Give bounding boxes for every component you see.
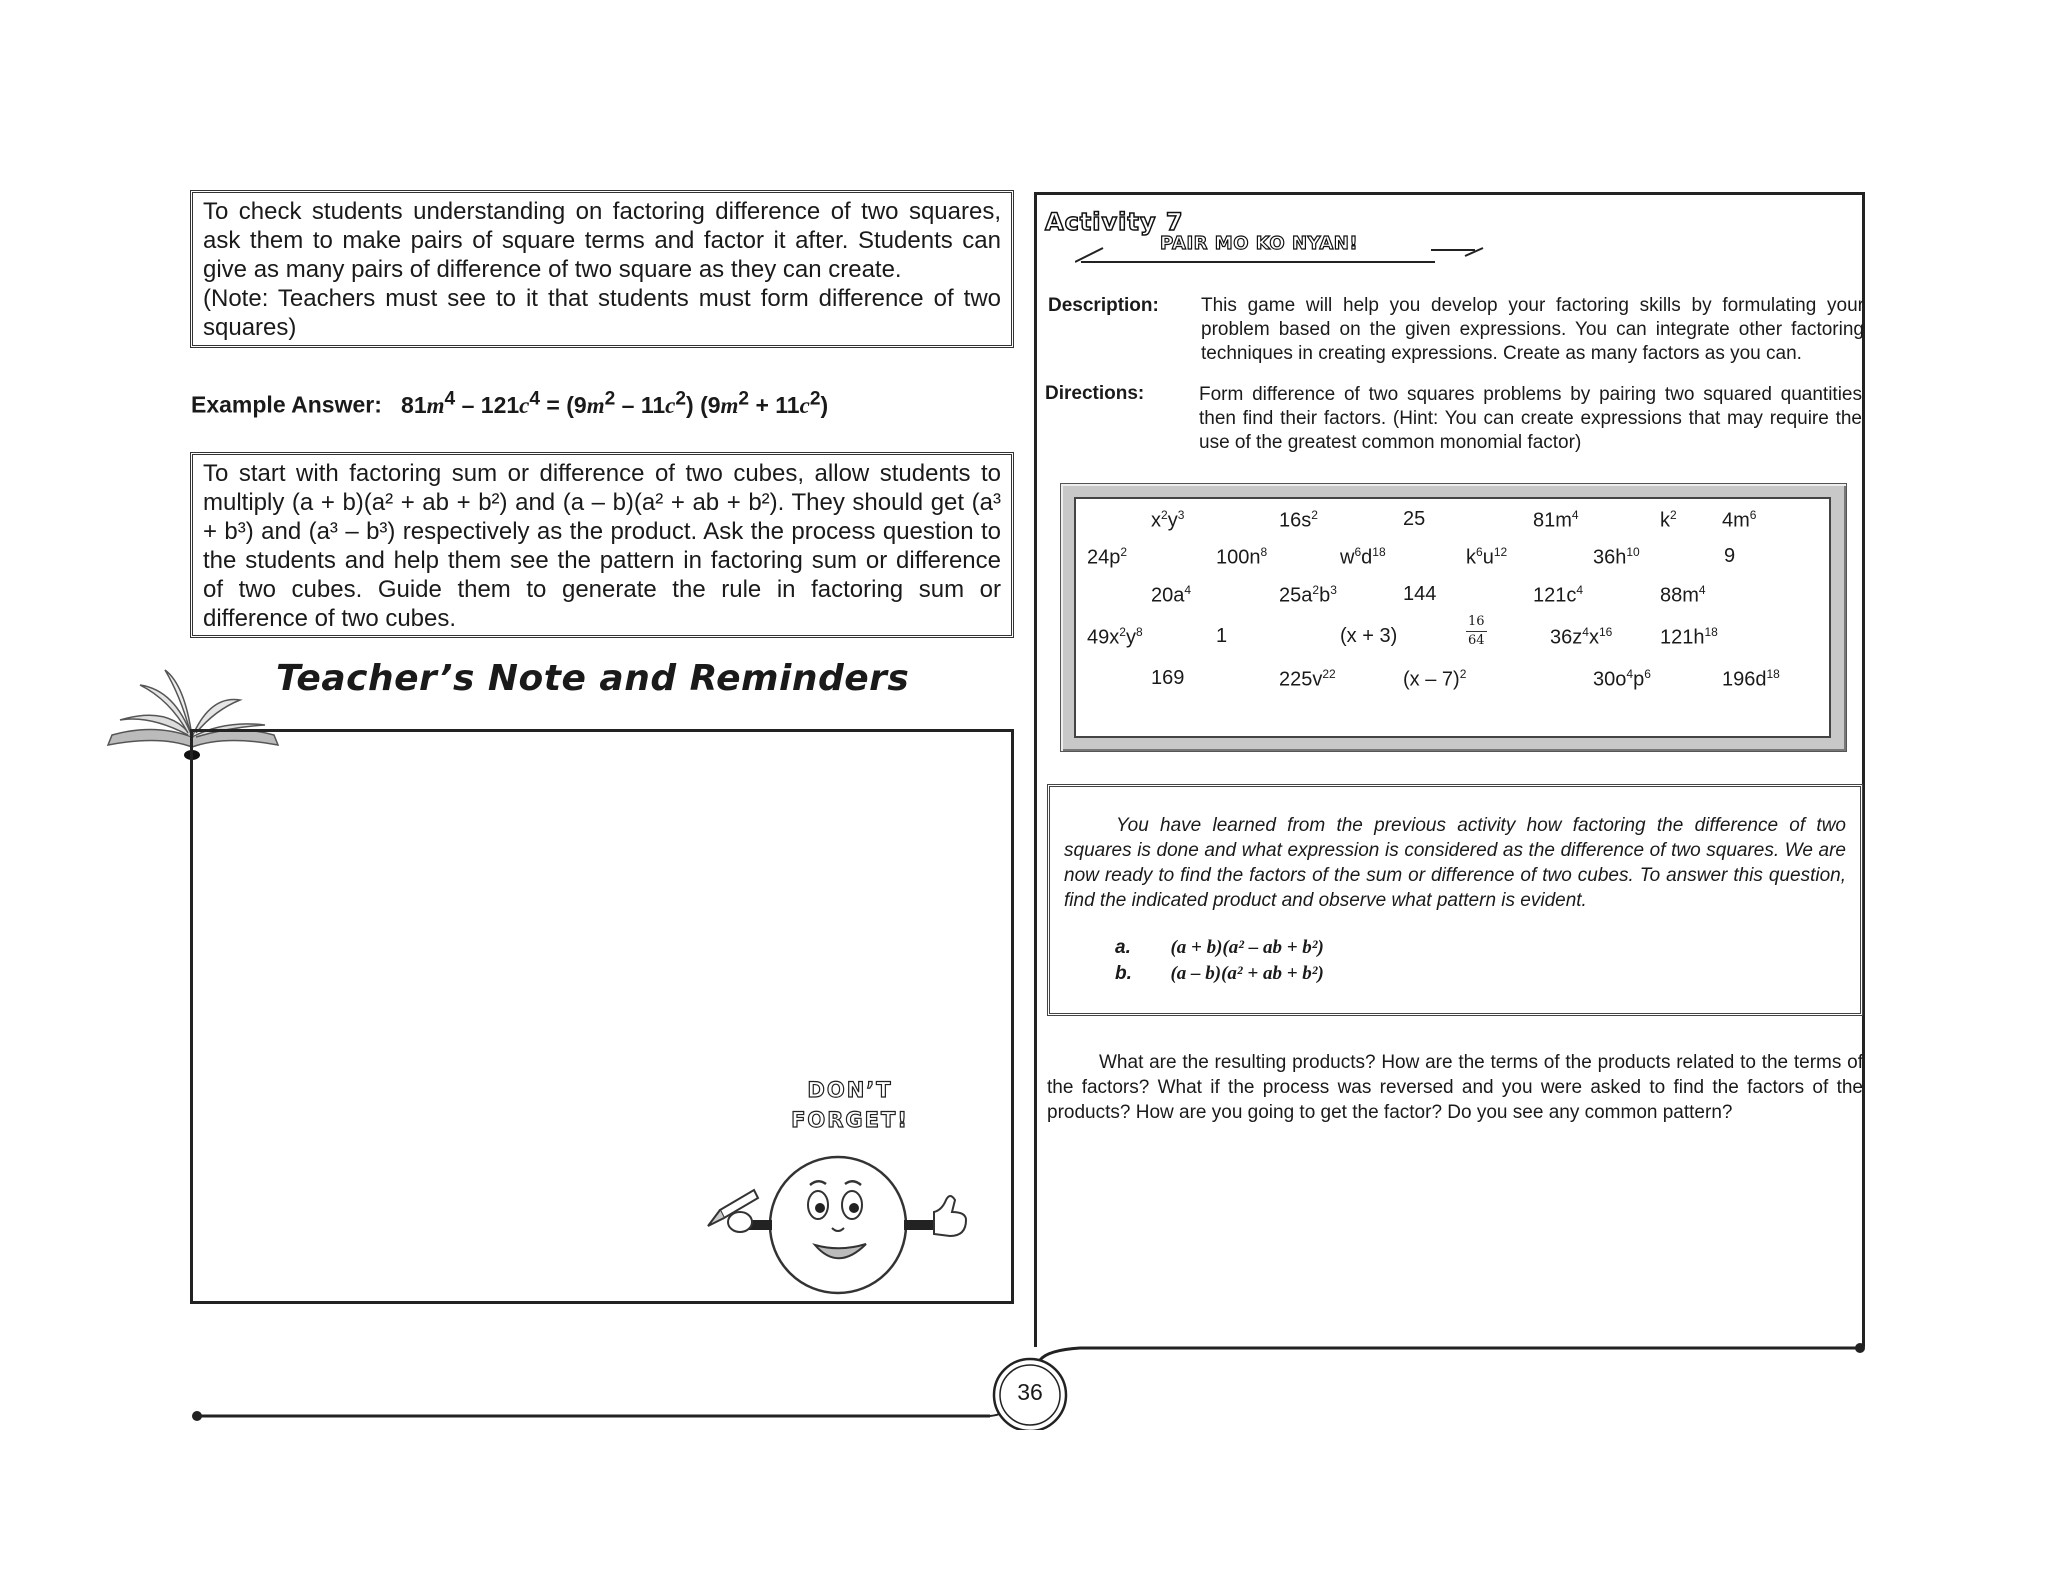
expression-term: $24p^2$ — [1087, 545, 1128, 569]
instruction-note: (Note: Teachers must see to it that students must form difference of two squares) — [203, 285, 1001, 341]
expression-term: 1 — [1216, 625, 1228, 647]
expression-term: $x^2y^3$ — [1151, 508, 1185, 532]
expression-term: $100n^8$ — [1216, 545, 1268, 569]
activity-title: PAIR MO KO NYAN! — [1160, 233, 1359, 254]
expression-term: $k^6u^{12}$ — [1466, 545, 1508, 569]
instruction-text: To check students understanding on factoring difference of two squares, ask them to make pairs of square terms and factor it after. Students can give as many pairs of difference of two square as they can create. — [203, 198, 1001, 283]
directions-label: Directions: — [1045, 383, 1145, 404]
mascot-icon — [670, 1140, 1020, 1315]
notes-heading: Teacher’s Note and Reminders — [276, 658, 910, 699]
expression-term: $81m^4$ — [1533, 508, 1579, 532]
activity-underline — [1075, 240, 1495, 270]
expression-term: 9 — [1724, 545, 1736, 567]
directions-text: Form difference of two squares problems by pairing two squared quantities then find their factors. (Hint: You can create expressions that may require the use of the greatest common monomial factor) — [1199, 384, 1862, 453]
expression-term: (x + 3) — [1340, 625, 1398, 647]
expression-term: $k^2$ — [1660, 508, 1677, 532]
expression-term: $30o^4p^6$ — [1593, 667, 1651, 691]
expression-term: $4m^6$ — [1722, 508, 1757, 532]
expression-term: (x – 7)$^2$ — [1403, 667, 1467, 691]
expression-term: $225v^{22}$ — [1279, 667, 1336, 691]
dont-forget-sign: DON’T FORGET! — [791, 1078, 909, 1132]
cubes-intro-text: You have learned from the previous activity how factoring the difference of two squares is done and what expression is considered as the difference of two squares. We are now ready to find the factors of the sum or difference of two cubes. To answer this question, find the indicated product and observe what pattern is evident. — [1064, 815, 1846, 911]
example-equation: $81m^4 - 121c^4 = (9m^2 - 11c^2) (9m^2 + 11c^2)$ — [388, 388, 829, 418]
expression-term: $16s^2$ — [1279, 508, 1318, 532]
product-item-a: a. (a + b)(a² – ab + b²) — [1115, 937, 1324, 958]
expression-board-inner — [1074, 497, 1831, 738]
expression-term: 144 — [1403, 583, 1437, 605]
expression-fraction: 16 64 — [1468, 614, 1485, 648]
expression-term: $20a^4$ — [1151, 583, 1192, 607]
activity-header — [1045, 208, 1485, 268]
expression-term: $121c^4$ — [1533, 583, 1584, 607]
activity-label: Activity 7 — [1045, 208, 1184, 236]
expression-term: $36h^{10}$ — [1593, 545, 1640, 569]
page-number: 36 — [1017, 1379, 1043, 1405]
expression-term: $121h^{18}$ — [1660, 625, 1718, 649]
example-answer — [191, 388, 828, 419]
expression-term: $49x^2y^8$ — [1087, 625, 1143, 649]
expression-board — [1060, 483, 1847, 752]
description-label: Description: — [1048, 295, 1159, 316]
expression-term: $196d^{18}$ — [1722, 667, 1780, 691]
description-text: This game will help you develop your factoring skills by formulating your problem based on the given expressions. You can integrate other factoring techniques in creating expressions. Create as many factors as you can. — [1201, 295, 1864, 364]
expression-term: $88m^4$ — [1660, 583, 1706, 607]
expression-term: $36z^4x^{16}$ — [1550, 625, 1613, 649]
example-label: Example Answer: — [191, 391, 382, 418]
instruction-box-difference-of-squares — [190, 190, 1014, 348]
cubes-intro-box — [1047, 784, 1863, 1016]
instruction-box-sum-of-cubes — [190, 452, 1014, 638]
expression-term: 169 — [1151, 667, 1185, 689]
process-questions: What are the resulting products? How are the terms of the products related to the terms of the factors? What if the process was reversed and you were asked to find the factors of the products? How are you going to get the factor? Do you see any common pattern? — [1047, 1052, 1863, 1123]
cubes-instruction-text: To start with factoring sum or difference of two cubes, allow students to multiply (a + b)(a² + ab + b²) and (a – b)(a² + ab + b²). They should get (a³ + b³) and (a³ – b³) respectively as the product. Ask the process question to the students and help them see the pattern in factoring sum or difference of two cubes. Guide them to generate the rule in factoring sum or difference of two cubes. — [203, 460, 1001, 632]
expression-term: $w^6d^{18}$ — [1340, 545, 1386, 569]
expression-term: 25 — [1403, 508, 1426, 530]
expression-term: $25a^2b^3$ — [1279, 583, 1337, 607]
product-item-b: b. (a – b)(a² + ab + b²) — [1115, 963, 1324, 984]
